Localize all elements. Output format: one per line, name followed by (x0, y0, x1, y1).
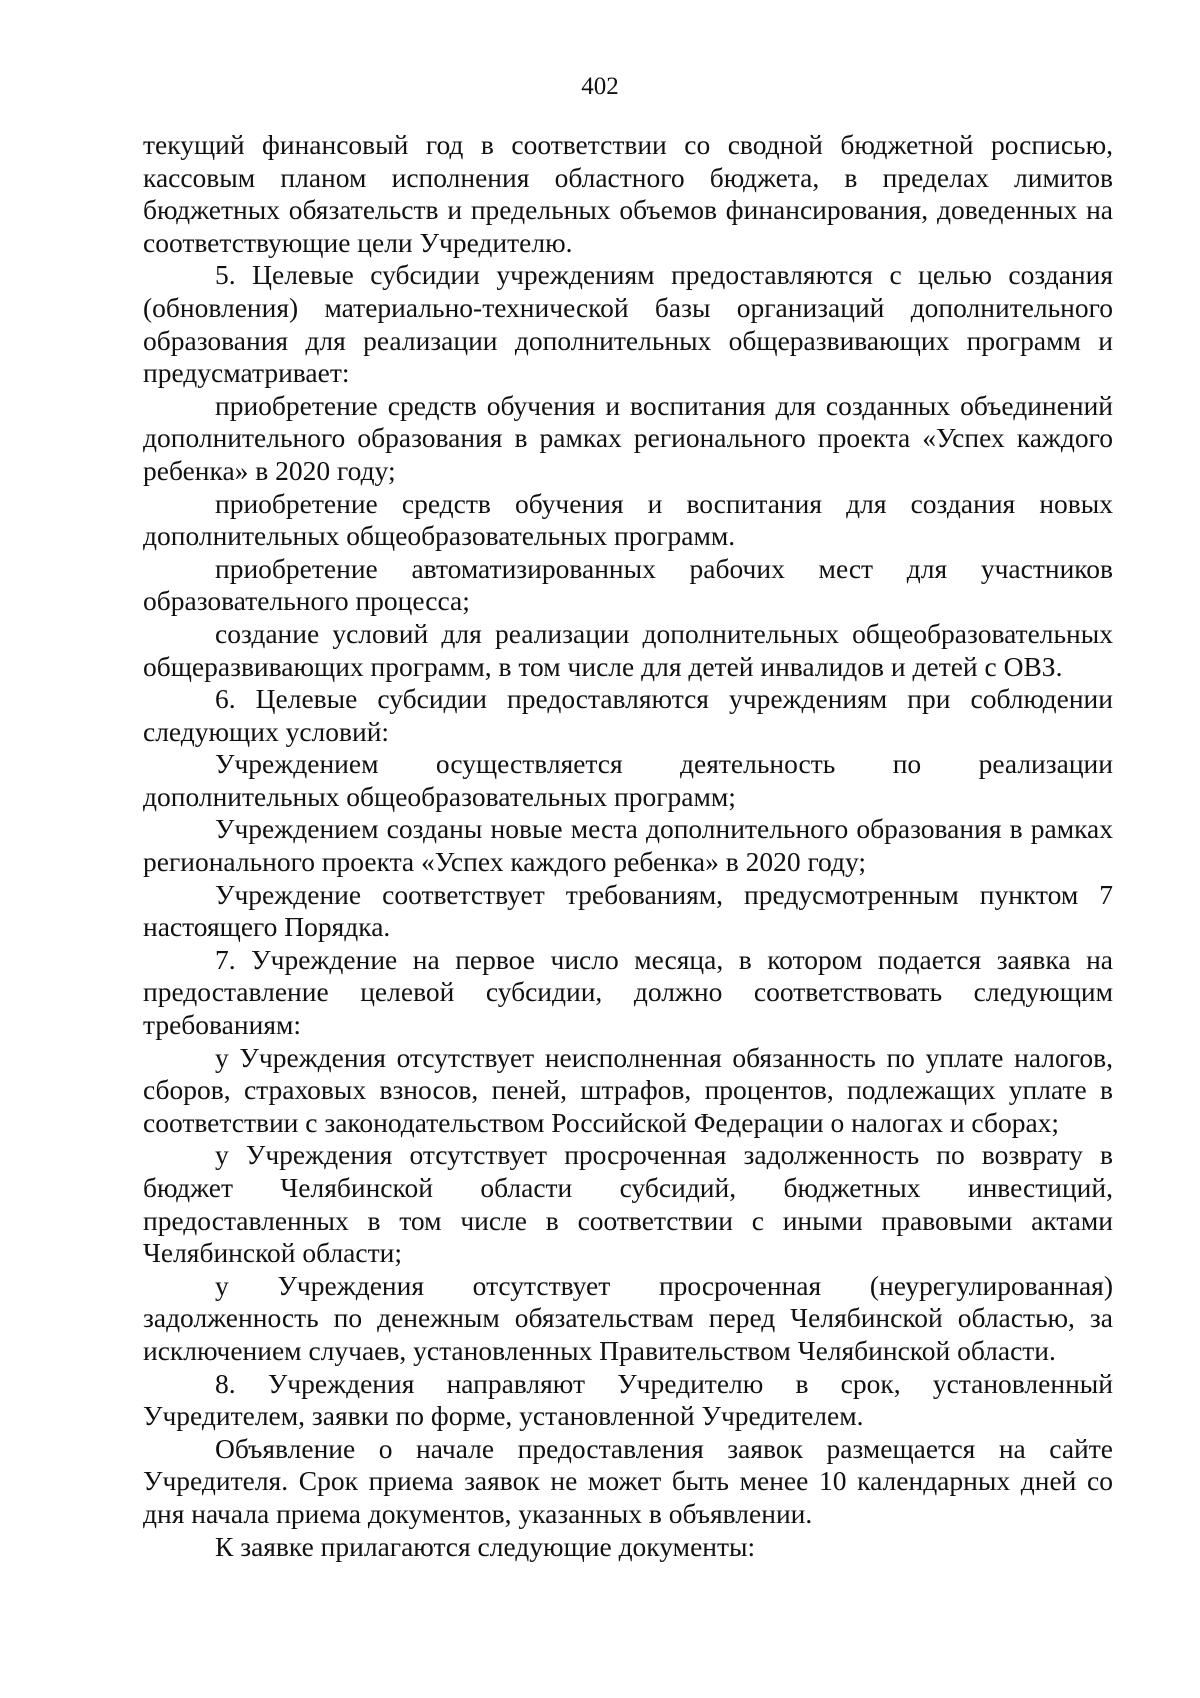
paragraph: Учреждением осуществляется деятельность по реализации дополнительных общеобразовательных программ; (143, 748, 1113, 812)
page-number: 402 (581, 73, 619, 100)
paragraph: Учреждение соответствует требованиям, предусмотренным пунктом 7 настоящего Порядка. (143, 878, 1113, 943)
paragraph: Учреждением созданы новые места дополнительного образования в рамках регионального проекта «Успех каждого ребенка» в 2020 году; (143, 813, 1113, 878)
paragraph: 8. Учреждения направляют Учредителю в срок, установленный Учредителем, заявки по форме, установленной Учредителем. (143, 1367, 1113, 1432)
paragraph: текущий финансовый год в соответствии со сводной бюджетной росписью, кассовым планом исполнения областного бюджета, в пределах лимитов бюджетных обязательств и предельных объемов финансирования, доведенных на соответствующие цели Учредителю. (143, 129, 1113, 258)
paragraph: Объявление о начале предоставления заявок размещается на сайте Учредителя. Срок приема заявок не может быть менее 10 календарных дней со дня начала приема документов, указанных в объявлении. (143, 1432, 1113, 1529)
paragraph: создание условий для реализации дополнительных общеобразовательных общеразвивающих программ, в том числе для детей инвалидов и детей с ОВЗ. (143, 617, 1113, 682)
paragraph: приобретение средств обучения и воспитания для создания новых дополнительных общеобразовательных программ. (143, 487, 1113, 552)
paragraph: 6. Целевые субсидии предоставляются учреждениям при соблюдении следующих условий: (143, 683, 1113, 747)
paragraph: приобретение средств обучения и воспитания для созданных объединений дополнительного образования в рамках регионального проекта «Успех каждого ребенка» в 2020 году; (143, 389, 1113, 486)
paragraph: 7. Учреждение на первое число месяца, в котором подается заявка на предоставление целевой субсидии, должно соответствовать следующим требованиям: (143, 943, 1113, 1041)
paragraph: у Учреждения отсутствует просроченная задолженность по возврату в бюджет Челябинской области субсидий, бюджетных инвестиций, предоставленных в том числе в соответствии с иными правовыми актами Челябинской области; (143, 1139, 1113, 1269)
paragraph: у Учреждения отсутствует просроченная (неурегулированная) задолженность по денежным обязательствам перед Челябинской областью, за исключением случаев, установленных Правительством Челябинской области. (143, 1269, 1113, 1366)
paragraph: у Учреждения отсутствует неисполненная обязанность по уплате налогов, сборов, страховых взносов, пеней, штрафов, процентов, подлежащих уплате в соответствии с законодательством Российской Федерации о налогах и сборах; (143, 1041, 1113, 1138)
paragraph: 5. Целевые субсидии учреждениям предоставляются с целью создания (обновления) материально-технической базы организаций дополнительного образования для реализации дополнительных общеразвивающих программ и предусматривает: (143, 259, 1113, 389)
paragraph: приобретение автоматизированных рабочих мест для участников образовательного процесса; (143, 552, 1113, 617)
paragraph: К заявке прилагаются следующие документы: (215, 1530, 756, 1562)
document-body (143, 129, 1113, 1563)
